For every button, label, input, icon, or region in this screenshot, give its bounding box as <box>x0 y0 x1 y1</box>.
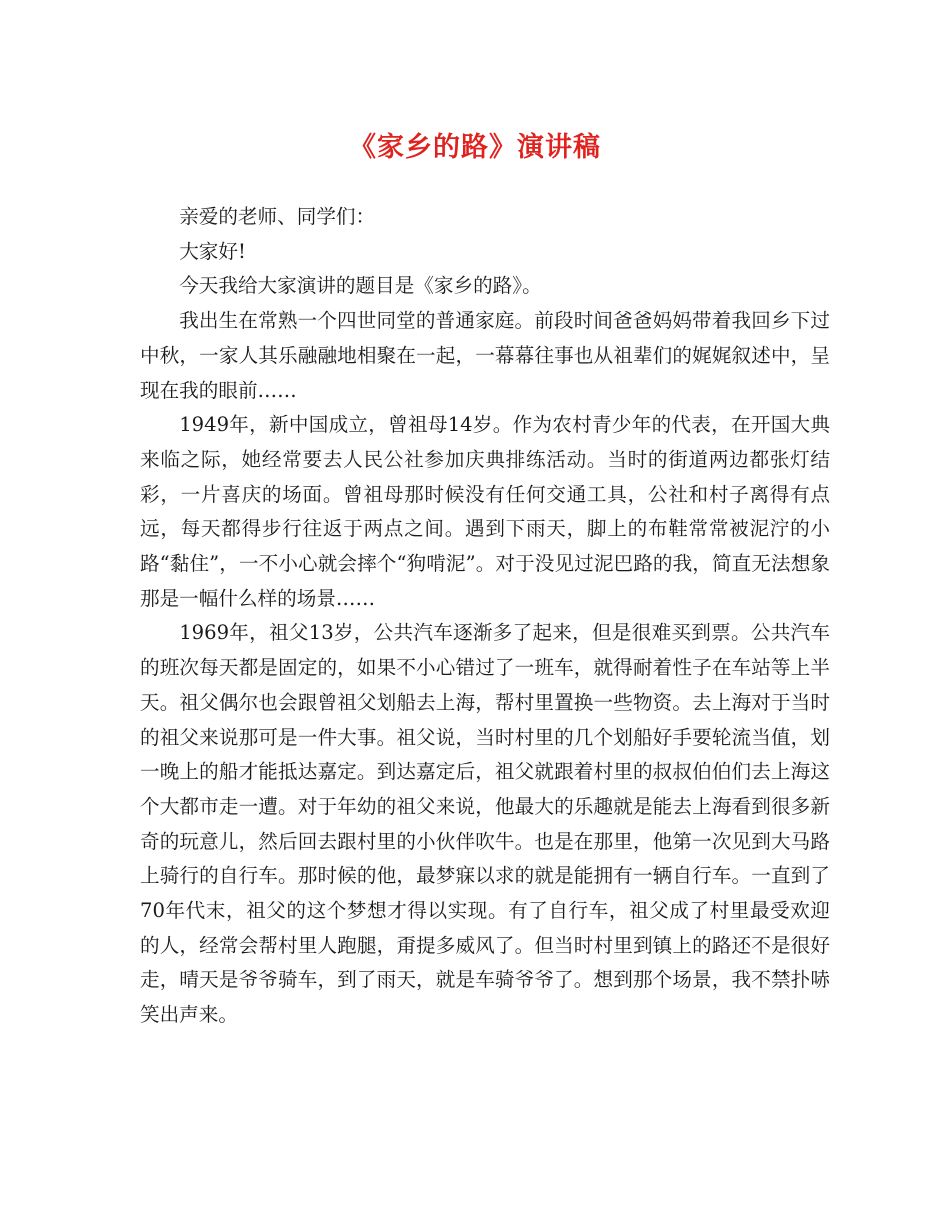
document-body <box>140 200 830 1033</box>
paragraph-1949: 1949年，新中国成立，曾祖母14岁。作为农村青少年的代表，在开国大典来临之际，她经常要去人民公社参加庆典排练活动。当时的街道两边都张灯结彩，一片喜庆的场面。曾祖母那时候没有任何交通工具，公社和村子离得有点远，每天都得步行往返于两点之间。遇到下雨天，脚上的布鞋常常被泥泞的小路“黏住”，一不小心就会摔个“狗啃泥”。对于没见过泥巴路的我，简直无法想象那是一幅什么样的场景…… <box>140 413 830 610</box>
document-title: 《家乡的路》演讲稿 <box>349 132 601 163</box>
paragraph-1969: 1969年，祖父13岁，公共汽车逐渐多了起来，但是很难买到票。公共汽车的班次每天都是固定的，如果不小心错过了一班车，就得耐着性子在车站等上半天。祖父偶尔也会跟曾祖父划船去上海，帮村里置换一些物资。去上海对于当时的祖父来说那可是一件大事。祖父说，当时村里的几个划船好手要轮流当值，划一晚上的船才能抵达嘉定。到达嘉定后，祖父就跟着村里的叔叔伯伯们去上海这个大都市走一遭。对于年幼的祖父来说，他最大的乐趣就是能去上海看到很多新奇的玩意儿，然后回去跟村里的小伙伴吹牛。也是在那里，他第一次见到大马路上骑行的自行车。那时候的他，最梦寐以求的就是能拥有一辆自行车。一直到了70年代末，祖父的这个梦想才得以实现。有了自行车，祖父成了村里最受欢迎的人，经常会帮村里人跑腿，甭提多威风了。但当时村里到镇上的路还不是很好走，晴天是爷爷骑车，到了雨天，就是车骑爷爷了。想到那个场景，我不禁扑哧笑出声来。 <box>140 621 830 1027</box>
paragraph-intro: 我出生在常熟一个四世同堂的普通家庭。前段时间爸爸妈妈带着我回乡下过中秋，一家人其乐融融地相聚在一起，一幕幕往事也从祖辈们的娓娓叙述中，呈现在我的眼前…… <box>140 309 830 402</box>
paragraph-topic: 今天我给大家演讲的题目是《家乡的路》。 <box>179 274 542 298</box>
paragraph-salutation: 亲爱的老师、同学们： <box>179 205 376 228</box>
paragraph-greeting: 大家好! <box>179 239 246 263</box>
